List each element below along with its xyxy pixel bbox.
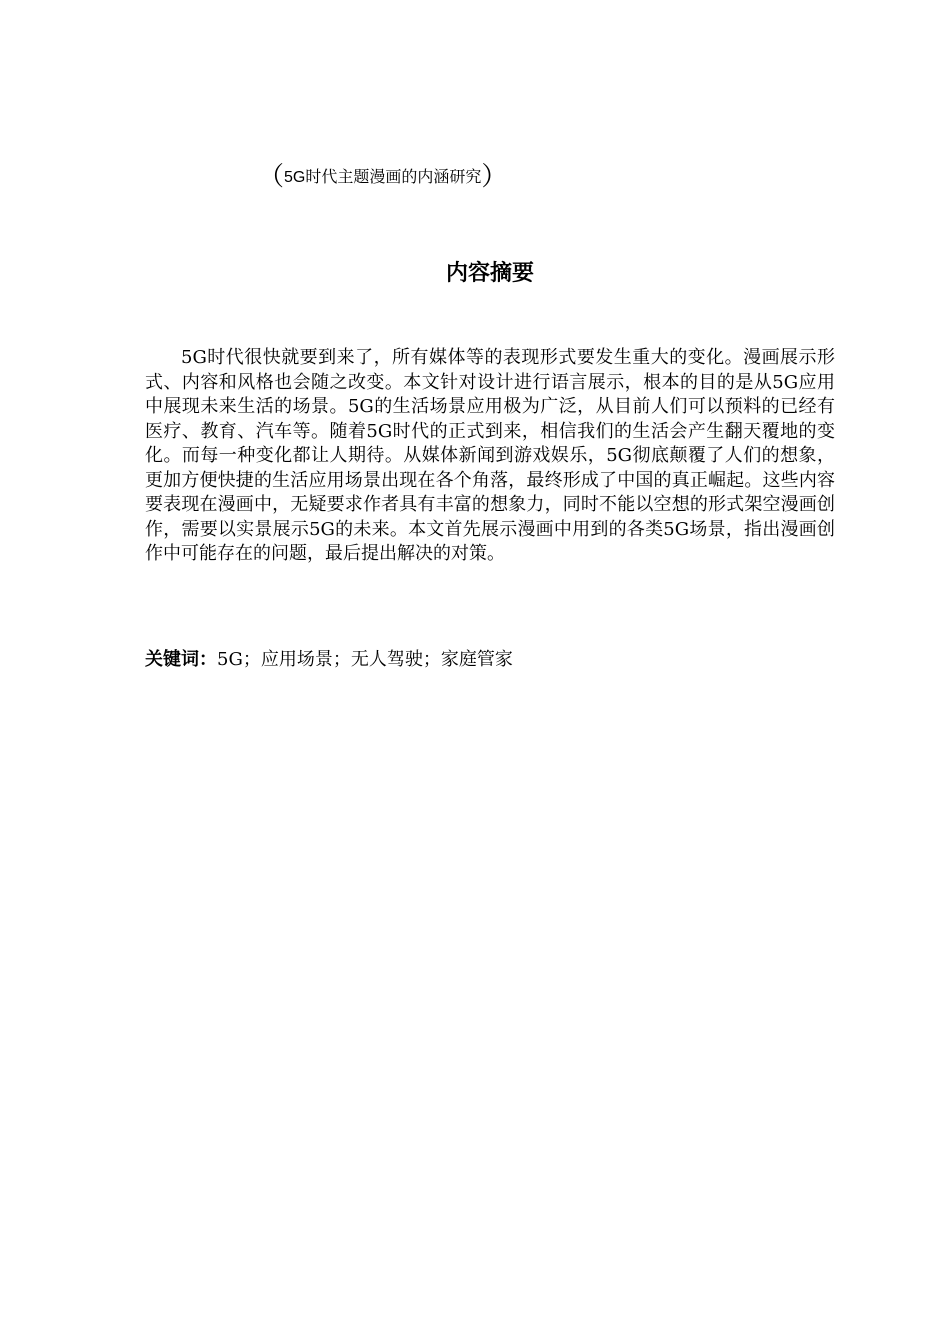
keywords-line [145, 646, 513, 674]
abstract-heading: 内容摘要 [445, 261, 534, 286]
keywords-label: 关键词： [145, 649, 217, 670]
subtitle-open-paren: （ [258, 161, 285, 191]
keywords-value: 5G；应用场景；无人驾驶；家庭管家 [217, 649, 513, 670]
subtitle-close-paren: ） [481, 161, 508, 191]
subtitle [258, 160, 507, 194]
subtitle-text: 5G时代主题漫画的内涵研究 [284, 169, 482, 186]
abstract-paragraph: 5G时代很快就要到来了，所有媒体等的表现形式要发生重大的变化。漫画展示形式、内容和风格也会随之改变。本文针对设计进行语言展示，根本的目的是从5G应用中展现未来生活的场景。5G的生活场景应用极为广泛，从目前人们可以预料的已经有医疗、教育、汽车等。随着5G时代的正式到来，相信我们的生活会产生翻天覆地的变化。而每一种变化都让人期待。从媒体新闻到游戏娱乐，5G彻底颠覆了人们的想象，更加方便快捷的生活应用场景出现在各个角落，最终形成了中国的真正崛起。这些内容要表现在漫画中，无疑要求作者具有丰富的想象力，同时不能以空想的形式架空漫画创作，需要以实景展示5G的未来。本文首先展示漫画中用到的各类5G场景，指出漫画创作中可能存在的问题，最后提出解决的对策。 [145, 347, 835, 564]
